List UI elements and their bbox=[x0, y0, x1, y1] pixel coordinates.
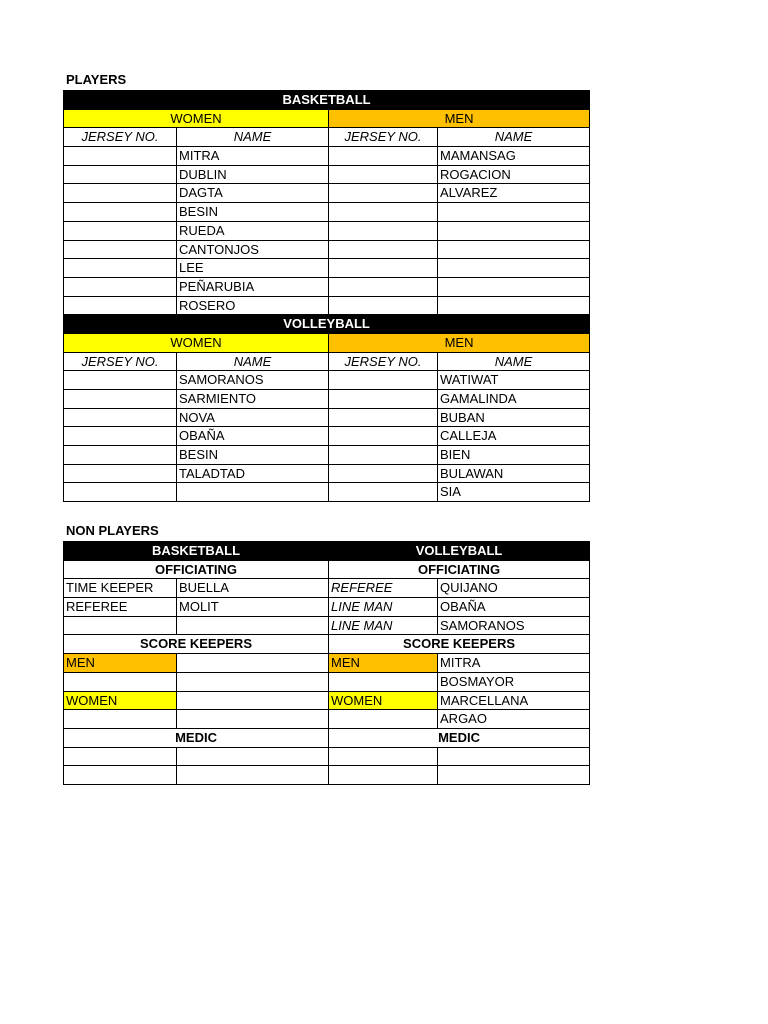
basketball-official-role: TIME KEEPER bbox=[64, 579, 177, 598]
basketball-gender-row bbox=[64, 109, 590, 128]
men-player-name: MAMANSAG bbox=[438, 147, 590, 166]
basketball-women-header: WOMEN bbox=[64, 109, 329, 128]
score-keeper-row bbox=[64, 691, 590, 710]
basketball-men-header: MEN bbox=[329, 109, 590, 128]
men-player-name: ROGACION bbox=[438, 165, 590, 184]
volleyball-official-role: REFEREE bbox=[329, 579, 438, 598]
non-players-table bbox=[63, 541, 590, 785]
women-jersey-cell bbox=[64, 240, 177, 259]
men-player-name: BIEN bbox=[438, 446, 590, 465]
men-jersey-cell bbox=[329, 296, 438, 315]
volleyball-official-name: QUIJANO bbox=[438, 579, 590, 598]
men-jersey-cell bbox=[329, 446, 438, 465]
women-jersey-cell bbox=[64, 371, 177, 390]
men-player-name bbox=[438, 277, 590, 296]
men-jersey-cell bbox=[329, 221, 438, 240]
volleyball-score-keeper-label bbox=[329, 710, 438, 729]
players-table bbox=[63, 90, 590, 502]
women-jersey-cell bbox=[64, 390, 177, 409]
men-player-name bbox=[438, 203, 590, 222]
volleyball-title: VOLLEYBALL bbox=[64, 315, 590, 334]
volleyball-score-keepers-header: SCORE KEEPERS bbox=[329, 635, 590, 654]
men-jersey-cell bbox=[329, 390, 438, 409]
player-row bbox=[64, 408, 590, 427]
non-players-section-title: NON PLAYERS bbox=[66, 523, 159, 538]
name-header: NAME bbox=[438, 128, 590, 147]
women-player-name: OBAÑA bbox=[177, 427, 329, 446]
men-jersey-cell bbox=[329, 408, 438, 427]
volleyball-men-header: MEN bbox=[329, 333, 590, 352]
player-row bbox=[64, 203, 590, 222]
women-jersey-cell bbox=[64, 296, 177, 315]
volleyball-medic-cell bbox=[329, 766, 438, 785]
men-jersey-cell bbox=[329, 371, 438, 390]
men-jersey-cell bbox=[329, 259, 438, 278]
women-player-name: SAMORANOS bbox=[177, 371, 329, 390]
basketball-medic-cell bbox=[64, 766, 177, 785]
men-player-name: SIA bbox=[438, 483, 590, 502]
women-player-name: RUEDA bbox=[177, 221, 329, 240]
women-player-name: SARMIENTO bbox=[177, 390, 329, 409]
medic-header-row bbox=[64, 728, 590, 747]
volleyball-medic-name bbox=[438, 747, 590, 766]
women-player-name: PEÑARUBIA bbox=[177, 277, 329, 296]
men-player-name: BUBAN bbox=[438, 408, 590, 427]
players-table-body bbox=[64, 91, 590, 502]
volleyball-women-header: WOMEN bbox=[64, 333, 329, 352]
score-keeper-row bbox=[64, 710, 590, 729]
men-player-name: WATIWAT bbox=[438, 371, 590, 390]
volleyball-medic-header: MEDIC bbox=[329, 728, 590, 747]
volleyball-official-role: LINE MAN bbox=[329, 616, 438, 635]
men-jersey-cell bbox=[329, 165, 438, 184]
players-section-title: PLAYERS bbox=[66, 72, 127, 87]
men-jersey-cell bbox=[329, 483, 438, 502]
volleyball-score-keeper-name: MARCELLANA bbox=[438, 691, 590, 710]
women-jersey-cell bbox=[64, 446, 177, 465]
men-jersey-cell bbox=[329, 464, 438, 483]
volleyball-score-keeper-label: MEN bbox=[329, 654, 438, 673]
men-player-name: CALLEJA bbox=[438, 427, 590, 446]
basketball-official-name: MOLIT bbox=[177, 598, 329, 617]
men-player-name bbox=[438, 259, 590, 278]
women-jersey-cell bbox=[64, 464, 177, 483]
women-player-name: CANTONJOS bbox=[177, 240, 329, 259]
women-jersey-cell bbox=[64, 408, 177, 427]
men-jersey-cell bbox=[329, 277, 438, 296]
player-row bbox=[64, 296, 590, 315]
men-player-name: BULAWAN bbox=[438, 464, 590, 483]
player-row bbox=[64, 165, 590, 184]
basketball-column-header-row bbox=[64, 128, 590, 147]
name-header: NAME bbox=[177, 352, 329, 371]
player-row bbox=[64, 427, 590, 446]
basketball-score-keeper-label: MEN bbox=[64, 654, 177, 673]
non-players-sport-row bbox=[64, 542, 590, 561]
official-row bbox=[64, 598, 590, 617]
score-keeper-row bbox=[64, 672, 590, 691]
men-jersey-cell bbox=[329, 147, 438, 166]
volleyball-title-row bbox=[64, 315, 590, 334]
jersey-no-header: JERSEY NO. bbox=[64, 128, 177, 147]
volleyball-score-keeper-name: ARGAO bbox=[438, 710, 590, 729]
men-player-name bbox=[438, 221, 590, 240]
men-jersey-cell bbox=[329, 240, 438, 259]
volleyball-nonplayers-title: VOLLEYBALL bbox=[329, 542, 590, 561]
basketball-medic-name bbox=[177, 747, 329, 766]
women-player-name: TALADTAD bbox=[177, 464, 329, 483]
men-jersey-cell bbox=[329, 184, 438, 203]
volleyball-official-role: LINE MAN bbox=[329, 598, 438, 617]
non-players-table-body bbox=[64, 542, 590, 785]
men-jersey-cell bbox=[329, 203, 438, 222]
player-row bbox=[64, 464, 590, 483]
women-player-name bbox=[177, 483, 329, 502]
women-jersey-cell bbox=[64, 147, 177, 166]
jersey-no-header: JERSEY NO. bbox=[329, 352, 438, 371]
basketball-score-keeper-label bbox=[64, 672, 177, 691]
men-player-name: GAMALINDA bbox=[438, 390, 590, 409]
basketball-official-role bbox=[64, 616, 177, 635]
basketball-nonplayers-title: BASKETBALL bbox=[64, 542, 329, 561]
men-player-name bbox=[438, 296, 590, 315]
women-player-name: BESIN bbox=[177, 446, 329, 465]
basketball-score-keeper-name bbox=[177, 691, 329, 710]
official-row bbox=[64, 579, 590, 598]
basketball-score-keeper-name bbox=[177, 654, 329, 673]
basketball-medic-cell bbox=[64, 747, 177, 766]
men-player-name bbox=[438, 240, 590, 259]
jersey-no-header: JERSEY NO. bbox=[64, 352, 177, 371]
basketball-official-role: REFEREE bbox=[64, 598, 177, 617]
basketball-medic-header: MEDIC bbox=[64, 728, 329, 747]
women-jersey-cell bbox=[64, 221, 177, 240]
player-row bbox=[64, 221, 590, 240]
player-row bbox=[64, 371, 590, 390]
player-row bbox=[64, 483, 590, 502]
score-keeper-row bbox=[64, 654, 590, 673]
volleyball-column-header-row bbox=[64, 352, 590, 371]
volleyball-official-name: OBAÑA bbox=[438, 598, 590, 617]
basketball-official-name bbox=[177, 616, 329, 635]
women-player-name: LEE bbox=[177, 259, 329, 278]
medic-row bbox=[64, 747, 590, 766]
player-row bbox=[64, 184, 590, 203]
player-row bbox=[64, 446, 590, 465]
basketball-score-keepers-header: SCORE KEEPERS bbox=[64, 635, 329, 654]
score-keepers-header-row bbox=[64, 635, 590, 654]
player-row bbox=[64, 259, 590, 278]
name-header: NAME bbox=[177, 128, 329, 147]
player-row bbox=[64, 240, 590, 259]
medic-row bbox=[64, 766, 590, 785]
volleyball-score-keeper-label: WOMEN bbox=[329, 691, 438, 710]
basketball-medic-name bbox=[177, 766, 329, 785]
player-row bbox=[64, 147, 590, 166]
volleyball-gender-row bbox=[64, 333, 590, 352]
basketball-score-keeper-name bbox=[177, 710, 329, 729]
basketball-score-keeper-label bbox=[64, 710, 177, 729]
women-jersey-cell bbox=[64, 483, 177, 502]
basketball-title-row bbox=[64, 91, 590, 110]
jersey-no-header: JERSEY NO. bbox=[329, 128, 438, 147]
volleyball-score-keeper-label bbox=[329, 672, 438, 691]
basketball-officiating-header: OFFICIATING bbox=[64, 560, 329, 579]
officiating-header-row bbox=[64, 560, 590, 579]
basketball-official-name: BUELLA bbox=[177, 579, 329, 598]
women-player-name: DAGTA bbox=[177, 184, 329, 203]
men-jersey-cell bbox=[329, 427, 438, 446]
volleyball-score-keeper-name: MITRA bbox=[438, 654, 590, 673]
volleyball-official-name: SAMORANOS bbox=[438, 616, 590, 635]
basketball-title: BASKETBALL bbox=[64, 91, 590, 110]
women-player-name: BESIN bbox=[177, 203, 329, 222]
women-jersey-cell bbox=[64, 184, 177, 203]
player-row bbox=[64, 277, 590, 296]
player-row bbox=[64, 390, 590, 409]
women-jersey-cell bbox=[64, 203, 177, 222]
volleyball-medic-name bbox=[438, 766, 590, 785]
women-jersey-cell bbox=[64, 427, 177, 446]
women-jersey-cell bbox=[64, 165, 177, 184]
women-player-name: ROSERO bbox=[177, 296, 329, 315]
women-jersey-cell bbox=[64, 277, 177, 296]
official-row bbox=[64, 616, 590, 635]
women-player-name: DUBLIN bbox=[177, 165, 329, 184]
women-player-name: MITRA bbox=[177, 147, 329, 166]
men-player-name: ALVAREZ bbox=[438, 184, 590, 203]
volleyball-officiating-header: OFFICIATING bbox=[329, 560, 590, 579]
name-header: NAME bbox=[438, 352, 590, 371]
basketball-score-keeper-name bbox=[177, 672, 329, 691]
volleyball-score-keeper-name: BOSMAYOR bbox=[438, 672, 590, 691]
women-jersey-cell bbox=[64, 259, 177, 278]
basketball-score-keeper-label: WOMEN bbox=[64, 691, 177, 710]
volleyball-medic-cell bbox=[329, 747, 438, 766]
women-player-name: NOVA bbox=[177, 408, 329, 427]
